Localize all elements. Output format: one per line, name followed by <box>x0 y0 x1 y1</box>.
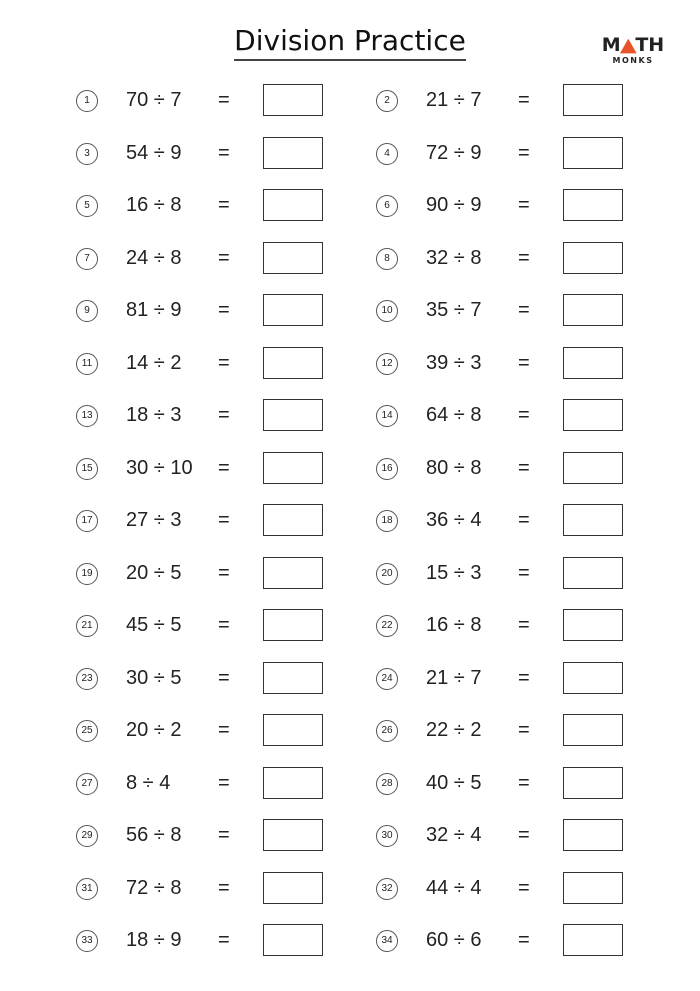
answer-box[interactable] <box>263 189 323 221</box>
division-expression: 18 ÷ 9 <box>126 929 182 951</box>
division-expression: 44 ÷ 4 <box>426 876 482 899</box>
division-expression: 80 ÷ 8 <box>426 456 482 479</box>
division-expression: 21 ÷ 7 <box>426 666 482 689</box>
division-expression: 90 ÷ 9 <box>426 194 482 216</box>
problem-number-badge: 26 <box>376 720 398 742</box>
division-expression: 70 ÷ 7 <box>126 89 182 111</box>
answer-box[interactable] <box>263 452 323 484</box>
division-expression: 30 ÷ 5 <box>126 666 182 689</box>
answer-box[interactable] <box>563 399 623 431</box>
equals-sign: = <box>218 246 230 269</box>
division-expression: 16 ÷ 8 <box>426 614 482 636</box>
problem-number-badge: 25 <box>76 720 98 742</box>
division-expression: 32 ÷ 4 <box>426 824 482 846</box>
problem-row <box>76 443 396 496</box>
equals-sign: = <box>218 719 230 741</box>
problem-row <box>76 495 396 548</box>
equals-sign: = <box>218 509 230 531</box>
problem-row <box>76 390 396 443</box>
problem-row <box>76 810 396 863</box>
problem-row <box>376 443 696 496</box>
math-monks-logo <box>600 36 666 66</box>
problem-number-badge: 34 <box>376 930 398 952</box>
problem-number-badge: 24 <box>376 668 398 690</box>
problem-number-badge: 33 <box>76 930 98 952</box>
problem-number-badge: 3 <box>76 143 98 165</box>
problem-number-badge: 6 <box>376 195 398 217</box>
problem-row <box>76 285 396 338</box>
logo-triangle-icon: ▲ <box>619 34 637 56</box>
problem-number-badge: 17 <box>76 510 98 532</box>
problem-row <box>376 390 696 443</box>
division-expression: 16 ÷ 8 <box>126 194 182 216</box>
answer-box[interactable] <box>563 557 623 589</box>
equals-sign: = <box>518 246 530 269</box>
answer-box[interactable] <box>563 609 623 641</box>
problem-row <box>76 233 396 286</box>
division-expression: 36 ÷ 4 <box>426 509 482 531</box>
equals-sign: = <box>218 614 230 636</box>
division-expression: 22 ÷ 2 <box>426 719 482 741</box>
equals-sign: = <box>518 89 530 111</box>
problem-row <box>376 863 696 916</box>
problem-number-badge: 10 <box>376 300 398 322</box>
answer-box[interactable] <box>563 924 623 956</box>
problem-row <box>376 548 696 601</box>
answer-box[interactable] <box>563 819 623 851</box>
answer-box[interactable] <box>563 242 623 274</box>
problem-row <box>76 338 396 391</box>
problem-row <box>76 548 396 601</box>
answer-box[interactable] <box>563 84 623 116</box>
equals-sign: = <box>518 824 530 846</box>
equals-sign: = <box>218 141 230 164</box>
equals-sign: = <box>518 351 530 374</box>
division-expression: 54 ÷ 9 <box>126 141 182 164</box>
equals-sign: = <box>218 929 230 951</box>
equals-sign: = <box>218 824 230 846</box>
answer-box[interactable] <box>563 767 623 799</box>
problem-number-badge: 7 <box>76 248 98 270</box>
problem-row <box>376 128 696 181</box>
problem-number-badge: 8 <box>376 248 398 270</box>
logo-subtext: MONKS <box>612 56 654 65</box>
equals-sign: = <box>518 456 530 479</box>
problem-number-badge: 19 <box>76 563 98 585</box>
division-expression: 20 ÷ 5 <box>126 561 182 584</box>
equals-sign: = <box>518 614 530 636</box>
problem-number-badge: 31 <box>76 878 98 900</box>
problem-number-badge: 5 <box>76 195 98 217</box>
problem-row <box>376 705 696 758</box>
division-expression: 30 ÷ 10 <box>126 456 193 479</box>
division-expression: 32 ÷ 8 <box>426 246 482 269</box>
equals-sign: = <box>218 404 230 426</box>
problem-number-badge: 21 <box>76 615 98 637</box>
problem-row <box>376 653 696 706</box>
division-expression: 81 ÷ 9 <box>126 299 182 321</box>
answer-box[interactable] <box>563 347 623 379</box>
problem-row <box>76 128 396 181</box>
problem-row <box>376 495 696 548</box>
answer-box[interactable] <box>263 294 323 326</box>
problem-number-badge: 28 <box>376 773 398 795</box>
problem-number-badge: 30 <box>376 825 398 847</box>
answer-box[interactable] <box>563 452 623 484</box>
equals-sign: = <box>518 771 530 794</box>
division-expression: 21 ÷ 7 <box>426 89 482 111</box>
problem-row <box>76 915 396 968</box>
division-expression: 64 ÷ 8 <box>426 404 482 426</box>
problem-row <box>76 863 396 916</box>
equals-sign: = <box>518 194 530 216</box>
division-expression: 15 ÷ 3 <box>426 561 482 584</box>
answer-box[interactable] <box>263 347 323 379</box>
division-expression: 24 ÷ 8 <box>126 246 182 269</box>
division-expression: 45 ÷ 5 <box>126 614 182 636</box>
equals-sign: = <box>518 929 530 951</box>
answer-box[interactable] <box>263 819 323 851</box>
division-expression: 14 ÷ 2 <box>126 351 182 374</box>
division-expression: 20 ÷ 2 <box>126 719 182 741</box>
problem-row <box>376 180 696 233</box>
answer-box[interactable] <box>563 714 623 746</box>
problem-number-badge: 11 <box>76 353 98 375</box>
page-title <box>0 24 700 57</box>
problem-row <box>76 75 396 128</box>
division-expression: 60 ÷ 6 <box>426 929 482 951</box>
equals-sign: = <box>218 299 230 321</box>
logo-letters-th: TH <box>635 34 665 56</box>
answer-box[interactable] <box>563 294 623 326</box>
problem-number-badge: 13 <box>76 405 98 427</box>
division-expression: 39 ÷ 3 <box>426 351 482 374</box>
answer-box[interactable] <box>263 137 323 169</box>
problem-number-badge: 9 <box>76 300 98 322</box>
problem-number-badge: 23 <box>76 668 98 690</box>
problem-number-badge: 27 <box>76 773 98 795</box>
answer-box[interactable] <box>263 714 323 746</box>
answer-box[interactable] <box>263 872 323 904</box>
problem-row <box>76 600 396 653</box>
equals-sign: = <box>518 666 530 689</box>
problem-row <box>76 705 396 758</box>
equals-sign: = <box>518 561 530 584</box>
problem-number-badge: 15 <box>76 458 98 480</box>
equals-sign: = <box>518 141 530 164</box>
problem-row <box>376 75 696 128</box>
problem-number-badge: 29 <box>76 825 98 847</box>
answer-box[interactable] <box>563 189 623 221</box>
problem-number-badge: 1 <box>76 90 98 112</box>
problem-number-badge: 16 <box>376 458 398 480</box>
problem-row <box>76 758 396 811</box>
problem-row <box>376 338 696 391</box>
equals-sign: = <box>218 456 230 479</box>
division-expression: 56 ÷ 8 <box>126 824 182 846</box>
problem-number-badge: 18 <box>376 510 398 532</box>
answer-box[interactable] <box>263 84 323 116</box>
problem-row <box>76 653 396 706</box>
equals-sign: = <box>218 561 230 584</box>
answer-box[interactable] <box>263 504 323 536</box>
problem-row <box>376 285 696 338</box>
problem-number-badge: 4 <box>376 143 398 165</box>
equals-sign: = <box>518 876 530 899</box>
division-expression: 18 ÷ 3 <box>126 404 182 426</box>
equals-sign: = <box>218 771 230 794</box>
equals-sign: = <box>518 509 530 531</box>
division-expression: 8 ÷ 4 <box>126 771 171 794</box>
problem-row <box>76 180 396 233</box>
equals-sign: = <box>218 351 230 374</box>
left-problem-column <box>76 75 396 968</box>
division-expression: 72 ÷ 8 <box>126 876 182 899</box>
answer-box[interactable] <box>563 872 623 904</box>
problem-number-badge: 14 <box>376 405 398 427</box>
problem-row <box>376 758 696 811</box>
answer-box[interactable] <box>563 137 623 169</box>
problem-number-badge: 32 <box>376 878 398 900</box>
equals-sign: = <box>218 89 230 111</box>
equals-sign: = <box>518 299 530 321</box>
equals-sign: = <box>218 666 230 689</box>
division-expression: 27 ÷ 3 <box>126 509 182 531</box>
answer-box[interactable] <box>263 609 323 641</box>
answer-box[interactable] <box>263 924 323 956</box>
problem-number-badge: 12 <box>376 353 398 375</box>
equals-sign: = <box>518 719 530 741</box>
logo-letter-m: M <box>601 34 621 56</box>
answer-box[interactable] <box>563 504 623 536</box>
problem-row <box>376 600 696 653</box>
problem-row <box>376 915 696 968</box>
division-expression: 40 ÷ 5 <box>426 771 482 794</box>
problem-number-badge: 2 <box>376 90 398 112</box>
logo-wordmark <box>600 36 666 55</box>
equals-sign: = <box>518 404 530 426</box>
problem-number-badge: 22 <box>376 615 398 637</box>
answer-box[interactable] <box>263 557 323 589</box>
division-expression: 72 ÷ 9 <box>426 141 482 164</box>
problem-row <box>376 810 696 863</box>
problem-number-badge: 20 <box>376 563 398 585</box>
page-title-text: Division Practice <box>234 24 466 61</box>
answer-box[interactable] <box>263 662 323 694</box>
problem-row <box>376 233 696 286</box>
equals-sign: = <box>218 194 230 216</box>
right-problem-column <box>376 75 696 968</box>
division-expression: 35 ÷ 7 <box>426 299 482 321</box>
equals-sign: = <box>218 876 230 899</box>
answer-box[interactable] <box>563 662 623 694</box>
answer-box[interactable] <box>263 399 323 431</box>
answer-box[interactable] <box>263 242 323 274</box>
answer-box[interactable] <box>263 767 323 799</box>
